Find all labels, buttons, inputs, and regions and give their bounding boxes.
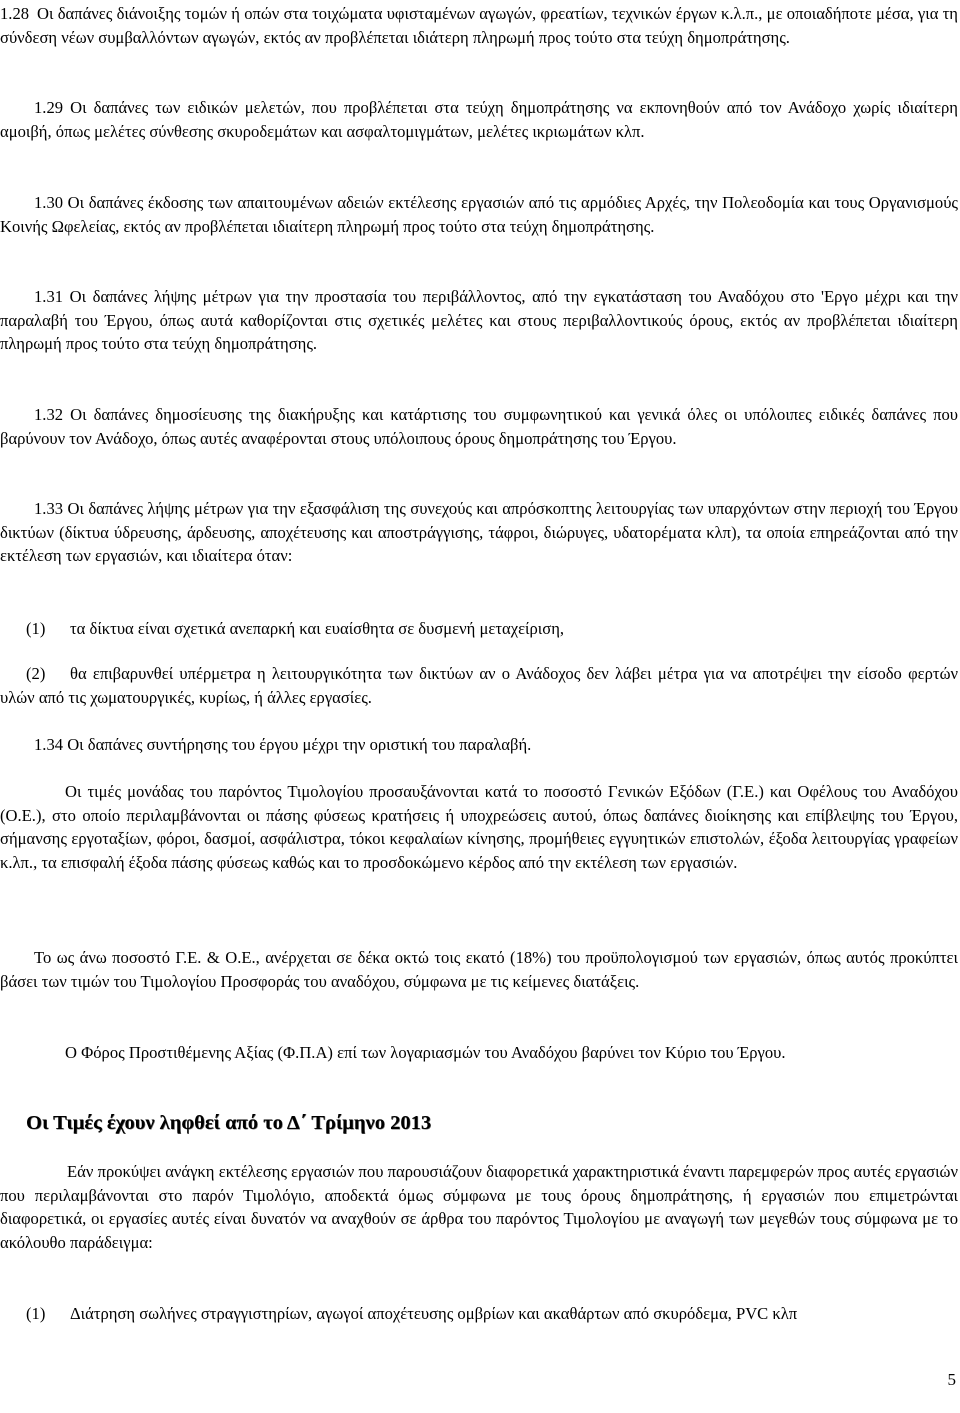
example-item-1 [0,1302,958,1326]
item-1-28 [0,2,958,49]
item-text: Οι δαπάνες έκδοσης των απαιτουμένων αδειών εκτέλεσης εργασιών από τις αρμόδιες Αρχές, την Πολεοδομία και τους Οργανισμούς Κοινής Ωφελείας, εκτός αν προβλέπεται ιδιαίτερη πληρωμή προς τούτο στα τεύχη δημοπράτησης. [0,193,958,236]
sub-item-2 [0,662,958,709]
item-number: 1.28 [0,4,30,23]
paragraph-unit-prices: Οι τιμές μονάδας του παρόντος Τιμολογίου προσαυξάνονται κατά το ποσοστό Γενικών Εξόδων (Γ.Ε.) και Οφέλους του Αναδόχου (Ο.Ε.), στο οποίο περιλαμβάνονται οι πάσης φύσεως κρατήσεις ή υποχρεώσεις αυτού, όπως δαπάνες διοίκησης και επίβλεψης του Έργου, σήμανσης εργοταξίων, φόροι, δασμοί, ασφάλιστρα, τόκοι κεφαλαίων κίνησης, προμήθειες εγγυητικών επιστολών, έξοδα λειτουργίας γραφείων κ.λπ., τα επισφαλή έξοδα πάσης φύσεως καθώς και το προσδοκώμενο κέρδος από την εκτέλεση των εργασιών. [0,782,958,872]
item-1-30 [0,191,958,238]
item-number: 1.33 [34,499,64,518]
item-1-34 [0,733,958,757]
paragraph-vat: Ο Φόρος Προστιθέμενης Αξίας (Φ.Π.Α) επί των λογαριασμών του Αναδόχου βαρύνει τον Κύριο του Έργου. [65,1043,786,1062]
page-number: 5 [947,1370,956,1389]
example-item-text: Διάτρηση σωλήνες στραγγιστηρίων, αγωγοί αποχέτευσης ομβρίων και ακαθάρτων από σκυρόδεμα, PVC κλπ [70,1304,798,1323]
item-text: Οι δαπάνες λήψης μέτρων για την εξασφάλιση της συνεχούς και απρόσκοπτης λειτουργίας των υπαρχόντων στην περιοχή του Έργου δικτύων (δίκτυα ύδρευσης, άρδευσης, αποχέτευσης και αποστράγγισης, τάφροι, διώρυγες, υδατορέματα κλπ), τα οποία επηρεάζονται από την εκτέλεση των εργασιών, και ιδιαίτερα όταν: [0,499,958,566]
item-text: Οι δαπάνες διάνοιξης τομών ή οπών στα τοιχώματα υφισταμένων αγωγών, φρεατίων, τεχνικών έργων κ.λ.π., με οποιαδήποτε μέσα, για τη σύνδεση νέων συμβαλλόντων αγωγών, εκτός αν προβλέπεται ιδιάτερη πληρωμή προς τούτο στα τεύχη δημοπράτησης. [0,4,958,47]
sub-item-number: (1) [26,619,46,638]
item-1-31 [0,285,958,356]
item-1-33 [0,497,958,568]
item-text: Οι δαπάνες συντήρησης του έργου μέχρι την οριστική του παραλαβή. [67,735,532,754]
item-number: 1.32 [34,405,64,424]
paragraph-intro: Εάν προκύψει ανάγκη εκτέλεσης εργασιών που παρουσιάζουν διαφορετικά χαρακτηριστικά έναντι παρεμφερών προς αυτές εργασιών που περιλαμβάνονται στο παρόν Τιμολόγιο, αποδεκτά όμως σύμφωνα με τους όρους δημοπράτησης, ή εργασιών που επιμετρώνται διαφορετικά, οι εργασίες αυτές είναι δυνατόν να αναχθούν σε άρθρα του παρόντος Τιμολογίου με αναγωγή των μεγεθών τους σύμφωνα με το ακόλουθο παράδειγμα: [0,1162,958,1252]
item-text: Οι δαπάνες των ειδικών μελετών, που προβλέπεται στα τεύχη δημοπράτησης να εκπονηθούν από τον Ανάδοχο χωρίς ιδιαίτερη αμοιβή, όπως μελέτες σύνθεσης σκυροδεμάτων και ασφαλτομιγμάτων, μελέτες ικριωμάτων κλπ. [0,98,958,141]
sub-item-1 [0,617,958,641]
section-heading: Οι Τιμές έχουν ληφθεί από το Δ΄ Τρίμηνο 2013 [26,1112,432,1134]
example-item-number: (1) [26,1304,46,1323]
item-text: Οι δαπάνες λήψης μέτρων για την προστασία του περιβάλλοντος, από την εγκατάσταση του Αναδόχου στο 'Εργο μέχρι και την παραλαβή του Έργου, όπως αυτά καθορίζονται στις σχετικές μελέτες και στους περιβαλλοντικούς όρους, εκτός αν προβλέπεται ιδιαίτερη πληρωμή προς τούτο στα τεύχη δημοπράτησης. [0,287,958,354]
item-number: 1.34 [34,735,64,754]
item-1-29 [0,96,958,143]
sub-item-text: τα δίκτυα είναι σχετικά ανεπαρκή και ευαίσθητα σε δυσμενή μεταχείριση, [70,619,565,638]
sub-item-number: (2) [26,664,46,683]
item-number: 1.29 [34,98,64,117]
paragraph-percentage: Το ως άνω ποσοστό Γ.Ε. & Ο.Ε., ανέρχεται σε δέκα οκτώ τοις εκατό (18%) του προϋπολογισμού των εργασιών, όπως αυτός προκύπτει βάσει των τιμών του Τιμολογίου Προσφοράς του αναδόχου, σύμφωνα με τις κείμενες διατάξεις. [0,948,958,991]
item-1-32 [0,403,958,450]
item-number: 1.31 [34,287,64,306]
item-number: 1.30 [34,193,64,212]
sub-item-text: θα επιβαρυνθεί υπέρμετρα η λειτουργικότητα των δικτύων αν ο Ανάδοχος δεν λάβει μέτρα για να αποτρέψει την είσοδο φερτών υλών από τις χωματουργικές, κυρίως, ή άλλες εργασίες. [0,664,958,707]
item-text: Οι δαπάνες δημοσίευσης της διακήρυξης και κατάρτισης του συμφωνητικού και γενικά όλες οι υπόλοιπες ειδικές δαπάνες που βαρύνουν τον Ανάδοχο, όπως αυτές αναφέρονται στους υπόλοιπους όρους δημοπράτησης του Έργου. [0,405,958,448]
